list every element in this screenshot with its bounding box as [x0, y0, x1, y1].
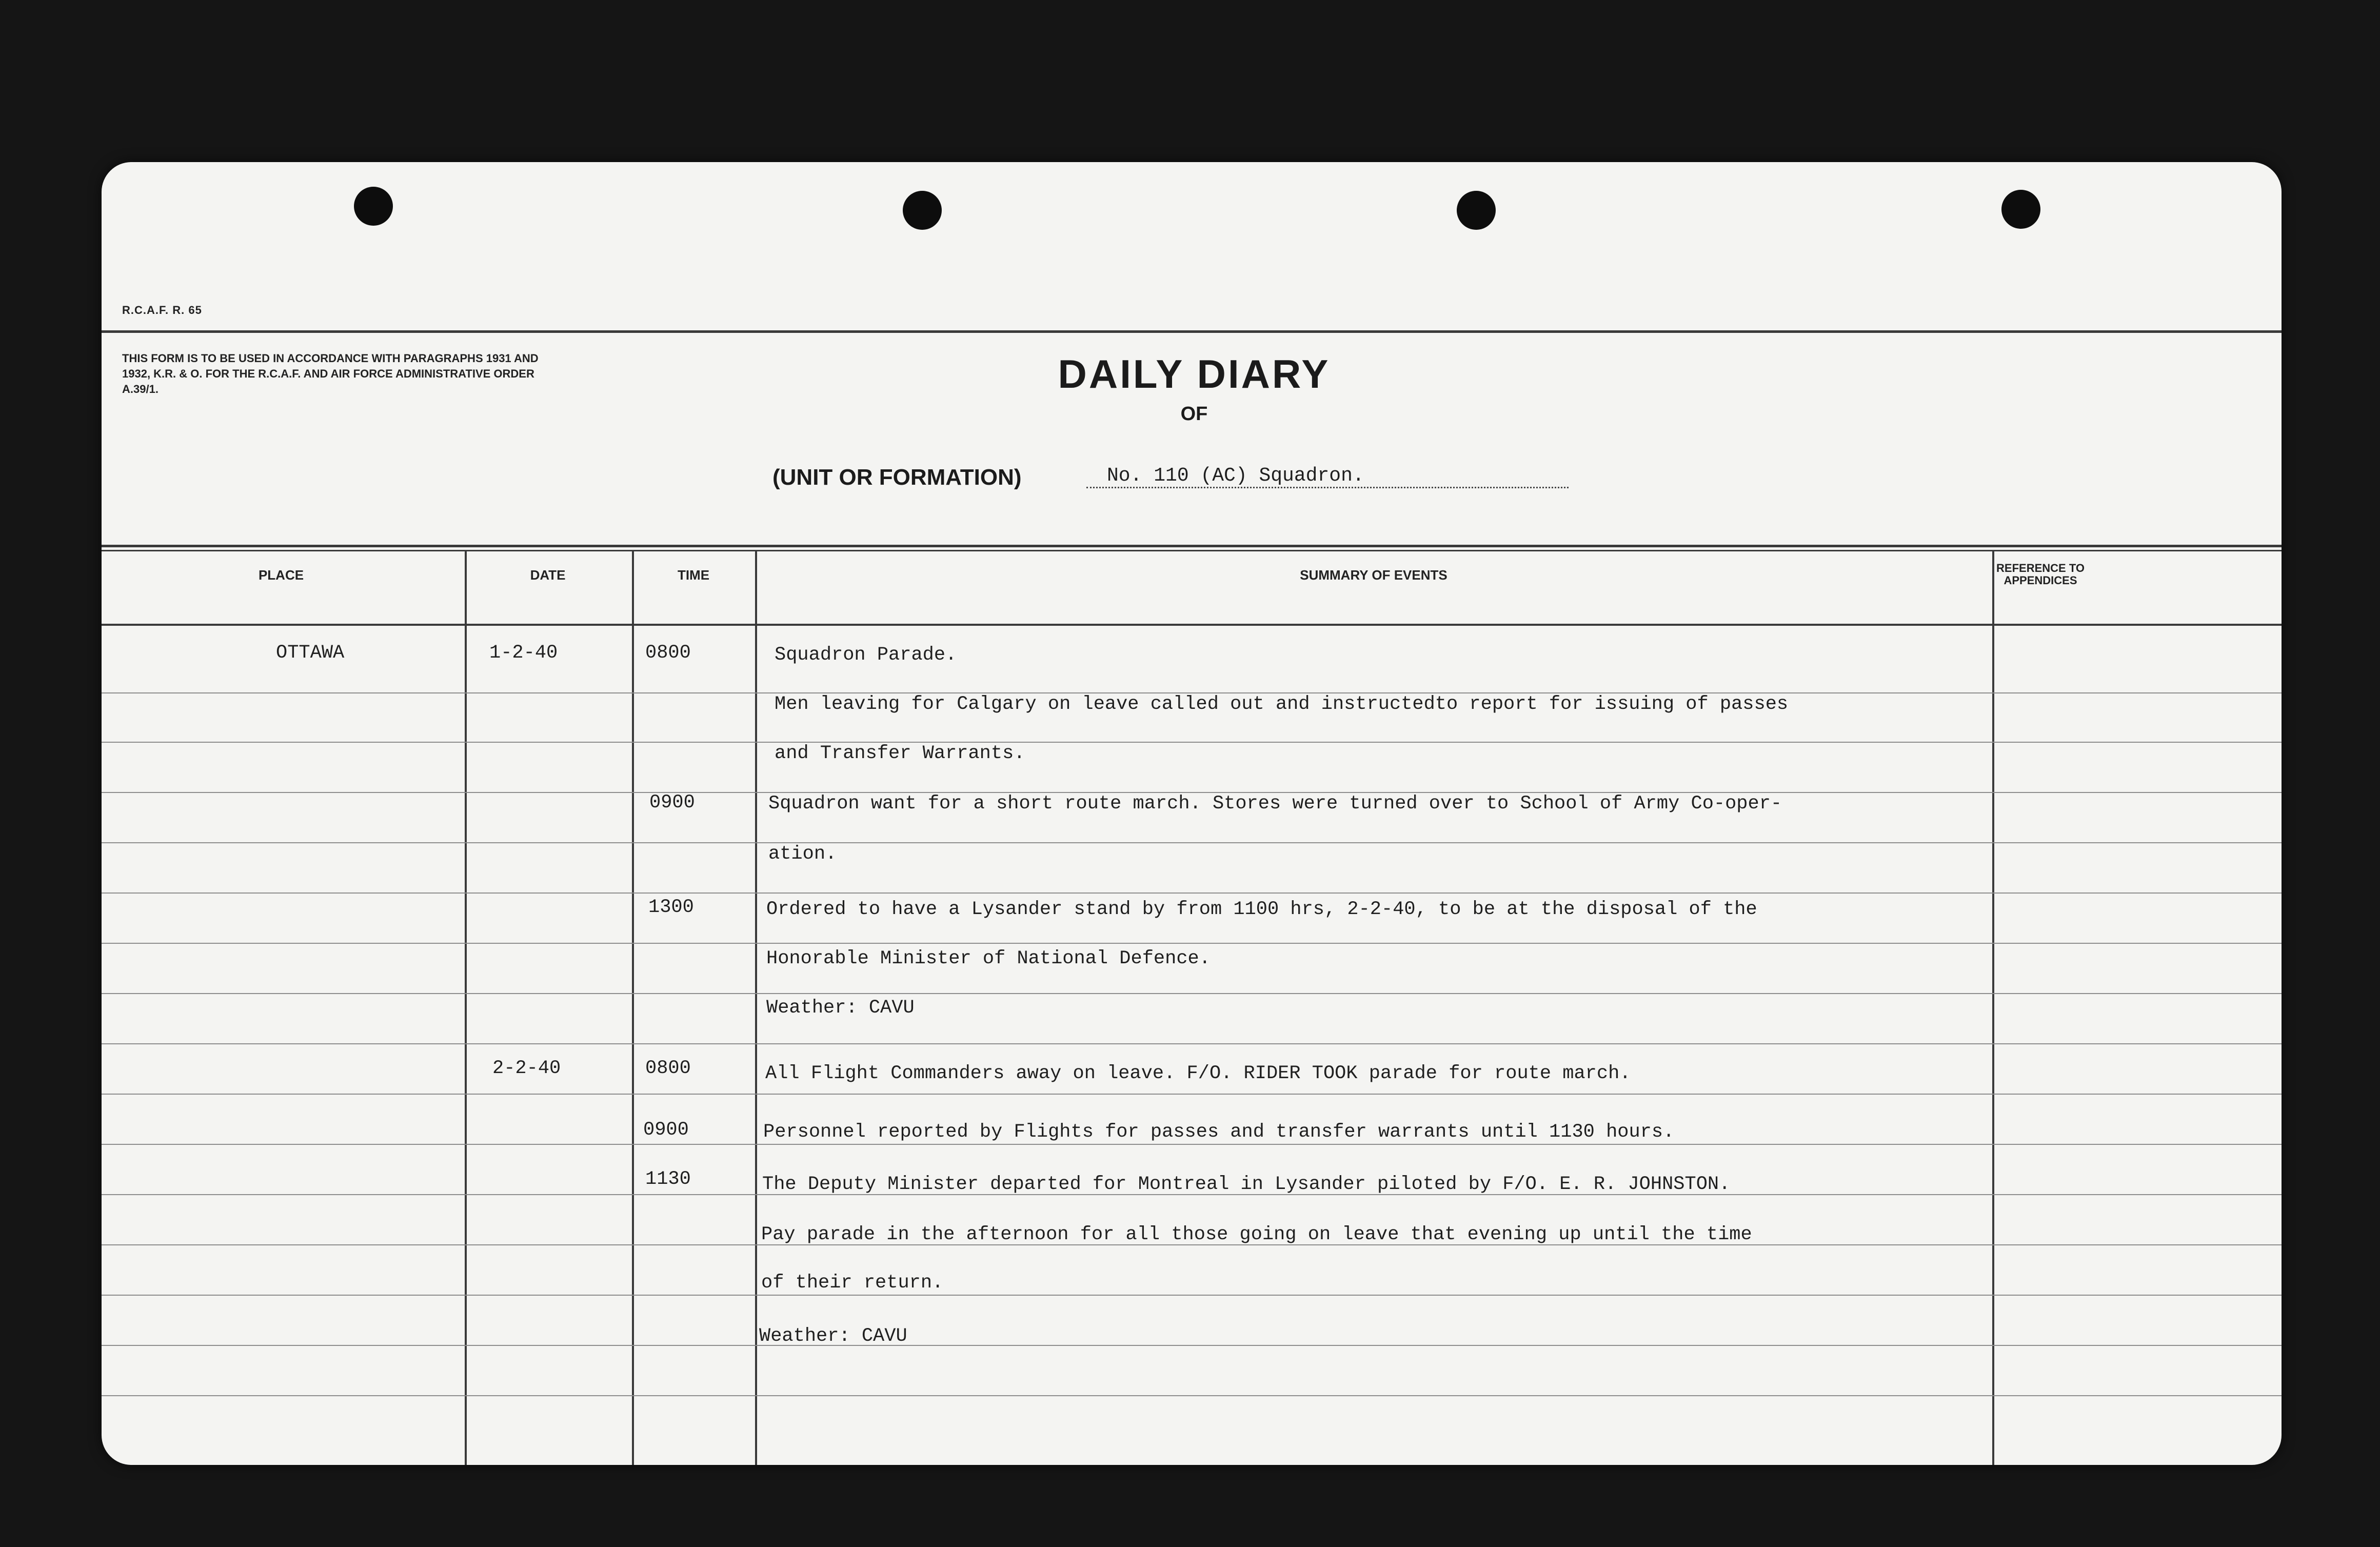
ruled-line — [102, 742, 2282, 743]
ruled-line — [102, 1395, 2282, 1396]
punch-hole — [354, 187, 393, 226]
entry-line: Squadron Parade. — [775, 644, 957, 666]
entry-line: Weather: CAVU — [766, 997, 915, 1019]
column-divider — [632, 550, 634, 1465]
entry-date: 1-2-40 — [489, 642, 558, 664]
ruled-line — [102, 842, 2282, 843]
entry-line: and Transfer Warrants. — [775, 743, 1025, 764]
column-header-time: TIME — [677, 567, 710, 583]
unit-label: (UNIT OR FORMATION) — [772, 465, 1022, 490]
column-header-summary: SUMMARY OF EVENTS — [1300, 567, 1447, 583]
entry-time: 0900 — [643, 1119, 689, 1141]
header-divider — [102, 330, 2282, 333]
entry-line: Honorable Minister of National Defence. — [766, 948, 1211, 969]
entry-line: The Deputy Minister departed for Montreal in Lysander piloted by F/O. E. R. JOHNSTON. — [762, 1174, 1731, 1195]
unit-value: No. 110 (AC) Squadron. — [1086, 465, 1569, 488]
punch-hole — [1457, 191, 1496, 230]
ruled-line — [102, 943, 2282, 944]
entry-place: OTTAWA — [276, 642, 345, 664]
punch-hole — [903, 191, 942, 230]
column-divider — [465, 550, 467, 1465]
column-header-date: DATE — [530, 567, 566, 583]
ruled-line — [102, 1144, 2282, 1145]
entry-time: 0800 — [645, 642, 691, 664]
entry-time: 0900 — [649, 792, 695, 814]
ruled-line — [102, 1043, 2282, 1044]
ruled-line — [102, 1345, 2282, 1346]
ruled-line — [102, 1295, 2282, 1296]
ruled-line — [102, 993, 2282, 994]
entry-time: 0800 — [645, 1058, 691, 1079]
entry-date: 2-2-40 — [492, 1058, 561, 1079]
ruled-line — [102, 1094, 2282, 1095]
entry-line: Men leaving for Calgary on leave called out and instructedto report for issuing of passes — [775, 693, 1789, 715]
entry-line: All Flight Commanders away on leave. F/O. RIDER TOOK parade for route march. — [765, 1063, 1631, 1084]
entry-line: of their return. — [761, 1272, 944, 1294]
entry-line: Ordered to have a Lysander stand by from 1100 hrs, 2-2-40, to be at the disposal of the — [766, 899, 1757, 920]
column-divider — [1992, 550, 1994, 1465]
page-title: DAILY DIARY — [1058, 351, 1331, 396]
entry-line: Weather: CAVU — [759, 1325, 907, 1347]
punch-hole — [2001, 190, 2040, 229]
entry-line: ation. — [768, 843, 837, 865]
entry-line: Squadron want for a short route march. Stores were turned over to School of Army Co-oper- — [768, 793, 1782, 815]
entry-line: Personnel reported by Flights for passes and transfer warrants until 1130 hours. — [763, 1121, 1675, 1143]
entry-time: 1130 — [645, 1168, 691, 1190]
table-top-border — [102, 550, 2282, 551]
column-header-reference: REFERENCE TO APPENDICES — [1996, 562, 2085, 587]
ruled-line — [102, 893, 2282, 894]
diary-form — [102, 162, 2282, 1465]
column-divider — [755, 550, 757, 1465]
entry-time: 1300 — [648, 897, 694, 918]
title-of: OF — [1180, 403, 1208, 425]
form-code: R.C.A.F. R. 65 — [122, 304, 202, 316]
header-bottom-border — [102, 624, 2282, 626]
entry-line: Pay parade in the afternoon for all those going on leave that evening up until the time — [761, 1224, 1752, 1245]
form-instructions: THIS FORM IS TO BE USED IN ACCORDANCE WITH PARAGRAPHS 1931 AND 1932, K.R. & O. FOR THE R.C.A.F. AND AIR FORCE ADMINISTRATIVE ORDER A.39/1. — [122, 352, 539, 395]
table-top-border — [102, 545, 2282, 547]
column-header-place: PLACE — [258, 567, 304, 583]
